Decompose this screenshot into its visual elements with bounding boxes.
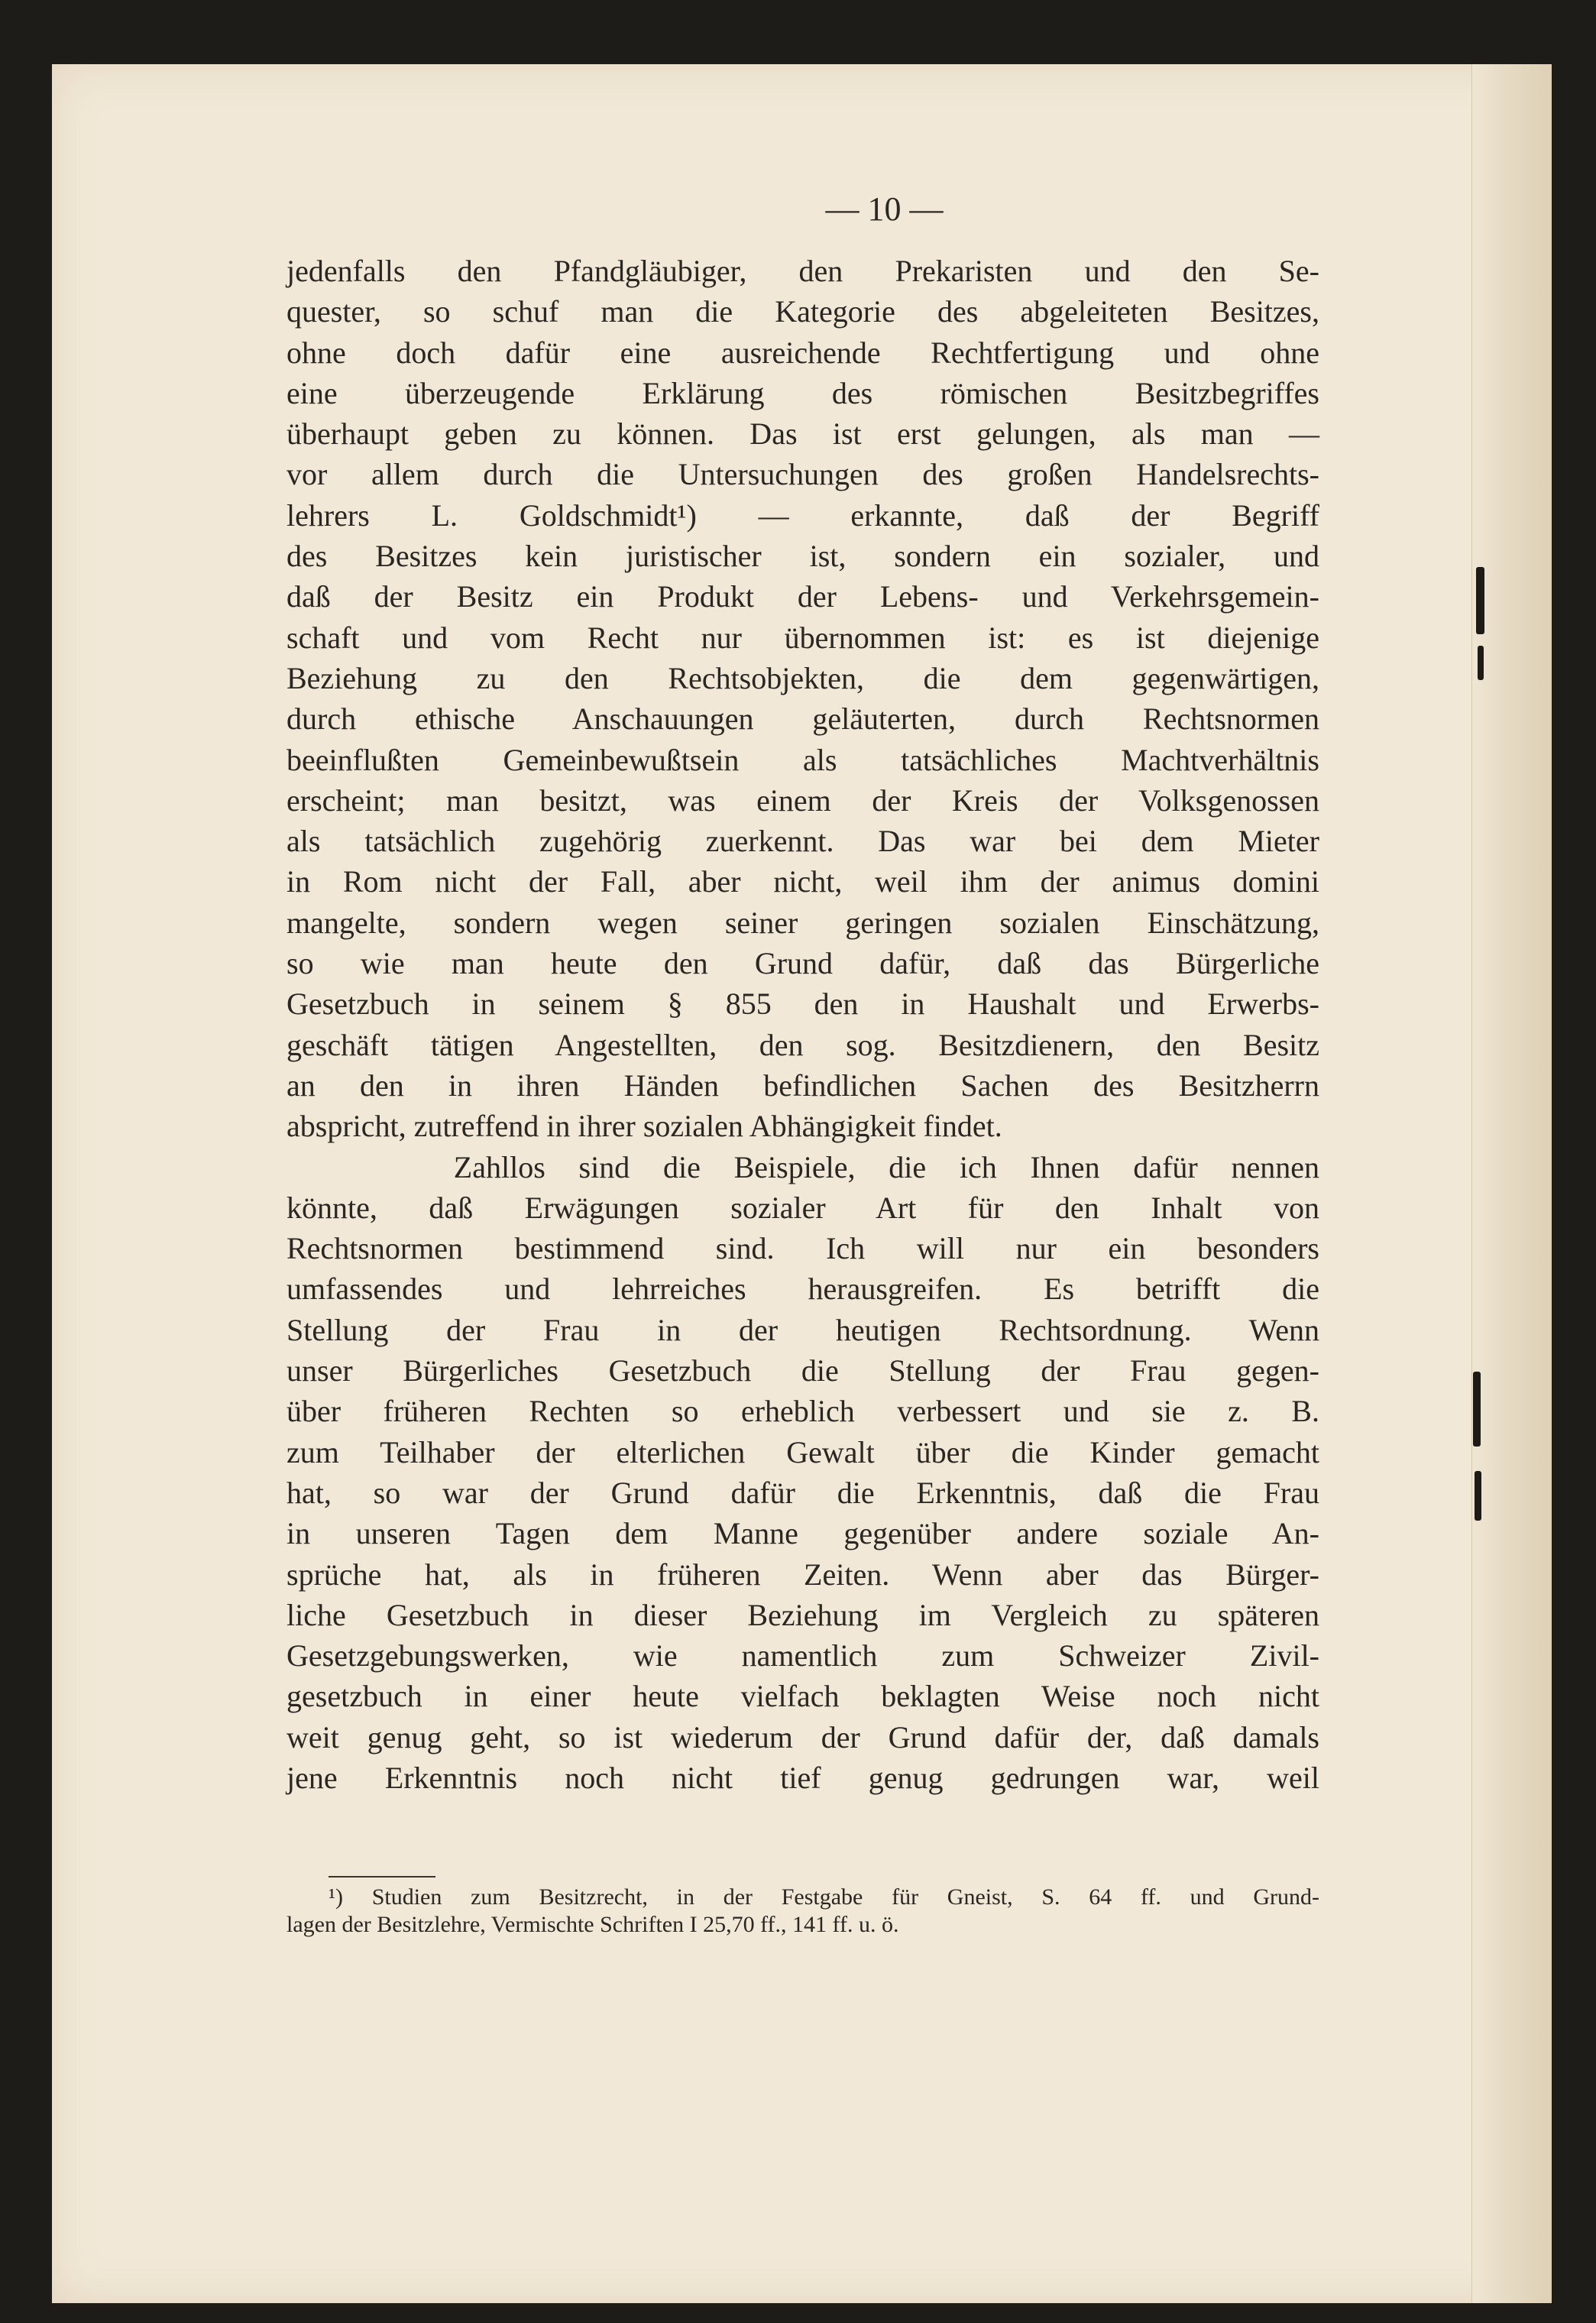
text-line: überhaupt geben zu können. Das ist erst gelungen, als man — xyxy=(287,416,1319,452)
text-line: weit genug geht, so ist wiederum der Grund dafür der, daß damals xyxy=(287,1719,1319,1754)
text-line: Stellung der Frau in der heutigen Rechtsordnung. Wenn xyxy=(287,1312,1319,1347)
text-line: Gesetzgebungswerken, wie namentlich zum Schweizer Zivil- xyxy=(287,1638,1319,1673)
text-line: gesetzbuch in einer heute vielfach beklagten Weise noch nicht xyxy=(287,1679,1319,1714)
text-line: daß der Besitz ein Produkt der Lebens- und Verkehrsgemein- xyxy=(287,579,1319,614)
ink-mark xyxy=(1473,1372,1481,1447)
footnote xyxy=(287,1884,1319,1939)
text-line: jene Erkenntnis noch nicht tief genug gedrungen war, weil xyxy=(287,1760,1319,1795)
text-line: in Rom nicht der Fall, aber nicht, weil ihm der animus domini xyxy=(287,864,1319,899)
body-text xyxy=(287,251,1319,1798)
text-line: eine überzeugende Erklärung des römischen Besitzbegriffes xyxy=(287,375,1319,410)
text-line: durch ethische Anschauungen geläuterten, durch Rechtsnormen xyxy=(287,701,1319,737)
text-line: Rechtsnormen bestimmend sind. Ich will nur ein besonders xyxy=(287,1231,1319,1266)
text-line: liche Gesetzbuch in dieser Beziehung im Vergleich zu späteren xyxy=(287,1597,1319,1632)
footnote-line: ¹) Studien zum Besitzrecht, in der Festgabe für Gneist, S. 64 ff. und Grund- xyxy=(329,1884,1319,1910)
text-line: des Besitzes kein juristischer ist, sondern ein sozialer, und xyxy=(287,539,1319,574)
text-line: ohne doch dafür eine ausreichende Rechtfertigung und ohne xyxy=(287,335,1319,370)
text-line: über früheren Rechten so erheblich verbessert und sie z. B. xyxy=(287,1394,1319,1429)
text-line: beeinflußten Gemeinbewußtsein als tatsächliches Machtverhältnis xyxy=(287,742,1319,777)
text-line: könnte, daß Erwägungen sozialer Art für den Inhalt von xyxy=(287,1190,1319,1225)
text-line: lehrers L. Goldschmidt¹) — erkannte, daß der Begriff xyxy=(287,497,1319,533)
text-line: zum Teilhaber der elterlichen Gewalt über die Kinder gemacht xyxy=(287,1434,1319,1469)
text-line: quester, so schuf man die Kategorie des abgeleiteten Besitzes, xyxy=(287,294,1319,329)
text-line: abspricht, zutreffend in ihrer sozialen Abhängigkeit findet. xyxy=(287,1109,1002,1144)
text-line: sprüche hat, als in früheren Zeiten. Wenn aber das Bürger- xyxy=(287,1557,1319,1592)
page-number: — 10 — xyxy=(825,190,944,228)
text-line: geschäft tätigen Angestellten, den sog. Besitzdienern, den Besitz xyxy=(287,1027,1319,1062)
text-line: unser Bürgerliches Gesetzbuch die Stellung der Frau gegen- xyxy=(287,1353,1319,1388)
text-line: so wie man heute den Grund dafür, daß das Bürgerliche xyxy=(287,946,1319,981)
text-line: als tatsächlich zugehörig zuerkennt. Das war bei dem Mieter xyxy=(287,824,1319,859)
text-line: vor allem durch die Untersuchungen des großen Handelsrechts- xyxy=(287,457,1319,492)
text-line: Zahllos sind die Beispiele, die ich Ihnen dafür nennen xyxy=(287,1149,1319,1184)
page-gutter xyxy=(1471,64,1552,2303)
text-line: umfassendes und lehrreiches herausgreifen. Es betrifft die xyxy=(287,1272,1319,1307)
text-line: erscheint; man besitzt, was einem der Kreis der Volksgenossen xyxy=(287,782,1319,818)
text-line: Beziehung zu den Rechtsobjekten, die dem gegenwärtigen, xyxy=(287,660,1319,695)
text-line: hat, so war der Grund dafür die Erkenntnis, daß die Frau xyxy=(287,1475,1319,1510)
text-line: an den in ihren Händen befindlichen Sachen des Besitzherrn xyxy=(287,1068,1319,1103)
ink-mark xyxy=(1475,1471,1481,1521)
footnote-line: lagen der Besitzlehre, Vermischte Schriften I 25,70 ff., 141 ff. u. ö. xyxy=(287,1912,899,1937)
text-line: schaft und vom Recht nur übernommen ist: es ist diejenige xyxy=(287,620,1319,655)
text-line: in unseren Tagen dem Manne gegenüber andere soziale An- xyxy=(287,1516,1319,1551)
text-line: Gesetzbuch in seinem § 855 den in Haushalt und Erwerbs- xyxy=(287,987,1319,1022)
ink-mark xyxy=(1478,646,1484,680)
text-line: mangelte, sondern wegen seiner geringen sozialen Einschätzung, xyxy=(287,905,1319,940)
footnote-rule xyxy=(329,1876,435,1878)
text-line: jedenfalls den Pfandgläubiger, den Prekaristen und den Se- xyxy=(287,254,1319,288)
ink-mark xyxy=(1476,567,1484,634)
